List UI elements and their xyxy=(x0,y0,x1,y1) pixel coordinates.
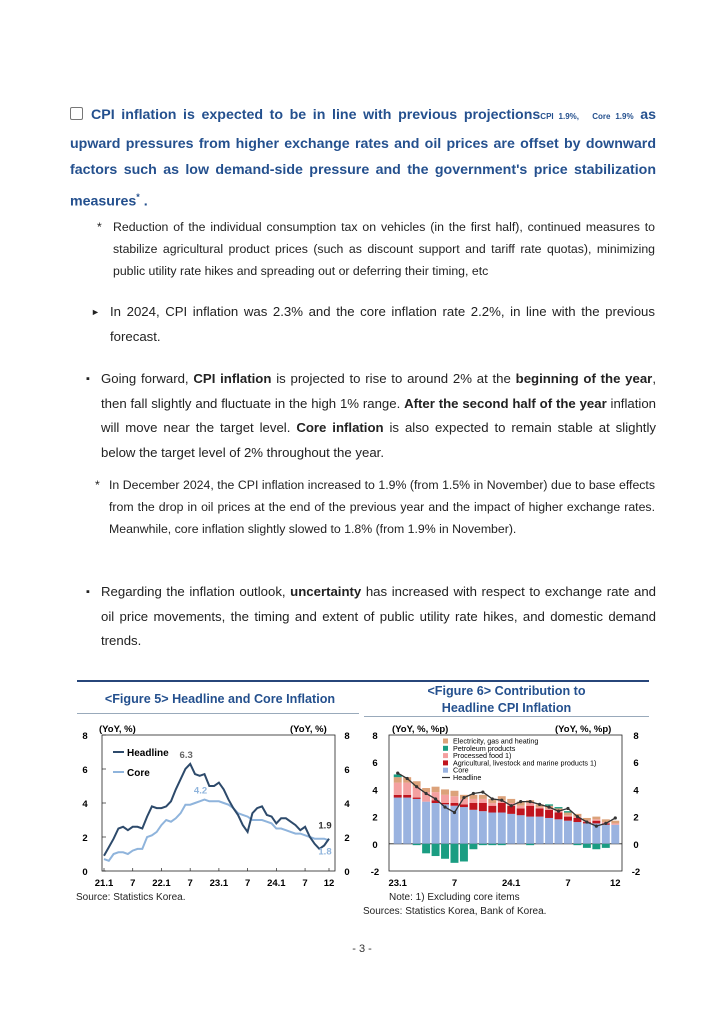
bar-electricity xyxy=(469,795,477,799)
x-tick-label: 7 xyxy=(302,878,308,889)
bar-electricity xyxy=(451,791,459,796)
note1-marker: * xyxy=(97,220,102,234)
x-tick-label: 7 xyxy=(130,878,136,889)
data-label: 4.2 xyxy=(193,785,208,797)
headline-point xyxy=(595,825,598,828)
legend-swatch-core xyxy=(443,768,448,773)
bar-core xyxy=(441,804,449,843)
legend-swatch-petroleum xyxy=(443,746,448,751)
figure6-source: Sources: Statistics Korea, Bank of Korea. xyxy=(363,906,547,917)
y-tick-right: 2 xyxy=(344,833,350,844)
bar-electricity xyxy=(432,787,440,792)
y-axis-label-left: (YoY, %, %p) xyxy=(392,724,449,735)
bar-petroleum xyxy=(479,844,487,845)
lead-paragraph xyxy=(70,102,656,215)
bar-agri xyxy=(517,808,525,815)
bar-agri xyxy=(498,803,506,813)
legend-swatch-agri xyxy=(443,760,448,765)
bar-agri xyxy=(469,803,477,810)
y-tick-left: 0 xyxy=(372,839,378,851)
x-tick-label: 24.1 xyxy=(267,878,286,889)
headline-point xyxy=(614,816,617,819)
bar-agri xyxy=(403,795,411,798)
headline-point xyxy=(472,792,475,795)
headline-point xyxy=(510,804,513,807)
bar-processed xyxy=(611,823,619,824)
bar-processed xyxy=(592,819,600,820)
y-tick-left: 6 xyxy=(372,758,378,770)
bar-core xyxy=(526,817,534,844)
y-tick-right: 2 xyxy=(633,812,639,824)
headline-point xyxy=(585,820,588,823)
bar-agri xyxy=(536,808,544,816)
figure5-title: <Figure 5> Headline and Core Inflation xyxy=(104,692,336,706)
x-tick-label: 23.1 xyxy=(209,878,229,889)
arrow-marker-icon: ► xyxy=(91,307,100,317)
bullet1-text: Going forward, CPI inflation is projected to rise to around 2% at the beginning of the year, then fall slightly and fluctuate in the high 1% range. After the second half of the year inflation will move near the target level. Core inflation is also expected to remain stable at slightly below the target level of 2% throughout the year. xyxy=(101,371,657,460)
bar-petroleum xyxy=(460,844,468,862)
headline-point xyxy=(491,797,494,800)
bar-processed xyxy=(488,803,496,806)
lead-star: * xyxy=(136,191,140,202)
lead-cpi-sub: CPI 1.9%, xyxy=(540,112,579,121)
bar-electricity xyxy=(507,799,515,803)
x-tick-label: 23.1 xyxy=(388,878,407,889)
bar-electricity xyxy=(611,821,619,824)
bar-electricity xyxy=(564,813,572,816)
bar-petroleum xyxy=(441,844,449,859)
bar-electricity xyxy=(592,817,600,820)
legend-label-processed: Processed food 1) xyxy=(453,751,512,761)
y-tick-right: 6 xyxy=(633,758,639,770)
bar-core xyxy=(432,803,440,844)
bar-core xyxy=(460,807,468,844)
bar-petroleum xyxy=(488,844,496,845)
bar-petroleum xyxy=(498,844,506,845)
bar-core xyxy=(536,817,544,844)
y-tick-right: 8 xyxy=(344,731,350,742)
bar-processed xyxy=(526,803,534,806)
headline-point xyxy=(519,800,522,803)
headline-point xyxy=(406,777,409,780)
lead-rest: as upward pressures from higher exchange rates and oil prices are offset by downward factors such as low demand-side pressure and the government's price stabilization measures xyxy=(70,107,656,210)
y-tick-right: 8 xyxy=(633,731,639,742)
page-number: - 3 - xyxy=(352,943,372,955)
y-tick-right: 6 xyxy=(344,765,350,776)
bar-agri xyxy=(564,817,572,821)
y-tick-left: 2 xyxy=(82,833,88,844)
headline-point xyxy=(566,807,569,810)
y-tick-right: 0 xyxy=(344,867,350,878)
y-axis-label-right: (YoY, %) xyxy=(290,724,327,735)
bar-processed xyxy=(536,807,544,808)
figure5-title-rule xyxy=(77,713,359,714)
bar-petroleum xyxy=(592,844,600,849)
figure6-chart xyxy=(362,718,650,890)
bar-core xyxy=(555,819,563,843)
legend-label-headline: Headline xyxy=(453,773,482,782)
lead-end: . xyxy=(143,193,148,210)
bar-core xyxy=(488,813,496,844)
figure6-note: Note: 1) Excluding core items xyxy=(389,892,520,903)
bar-processed xyxy=(403,783,411,795)
headline-point xyxy=(538,803,541,806)
legend-label-petroleum: Petroleum products xyxy=(453,743,516,753)
x-tick-label: 24.1 xyxy=(501,878,521,889)
y-tick-left: 4 xyxy=(372,785,378,797)
bar-processed xyxy=(441,795,449,803)
bar-petroleum xyxy=(422,844,430,854)
data-label: 6.3 xyxy=(179,749,193,761)
bar-core xyxy=(498,813,506,844)
bar-petroleum xyxy=(583,844,591,848)
x-tick-label: 7 xyxy=(451,878,458,889)
y-tick-right: 0 xyxy=(633,839,639,851)
bar-core xyxy=(394,798,402,844)
bar-core xyxy=(564,821,572,844)
headline-point xyxy=(576,815,579,818)
headline-point xyxy=(557,810,560,813)
legend-swatch-processed xyxy=(443,753,448,758)
lead-core-sub: Core 1.9% xyxy=(592,112,634,121)
legend-label-agri: Agricultural, livestock and marine products 1) xyxy=(453,758,597,768)
lead-main: CPI inflation is expected to be in line with previous projections xyxy=(91,107,541,123)
y-tick-left: 6 xyxy=(82,765,88,776)
bar-processed xyxy=(451,796,459,803)
bar-petroleum xyxy=(469,844,477,849)
bar-processed xyxy=(394,783,402,795)
headline-point xyxy=(500,799,503,802)
bar-core xyxy=(602,825,610,844)
y-axis-label-right: (YoY, %, %p) xyxy=(555,724,612,735)
legend-label-electricity: Electricity, gas and heating xyxy=(453,736,539,746)
figure6-title-rule xyxy=(364,716,649,717)
x-tick-label: 7 xyxy=(565,878,571,889)
note2-text: In December 2024, the CPI inflation increased to 1.9% (from 1.5% in November) due to base effects from the drop in oil prices at the end of the previous year and the impact of higher exchange rates. Meanwhile, core inflation slightly slowed to 1.8% (from 1.9% in November). xyxy=(109,478,655,536)
y-tick-left: 2 xyxy=(372,812,378,824)
y-axis-label-left: (YoY, %) xyxy=(99,724,136,735)
legend-swatch-electricity xyxy=(443,739,448,744)
headline-point xyxy=(425,792,428,795)
bar-core xyxy=(545,818,553,844)
headline-point xyxy=(547,805,550,808)
headline-point xyxy=(434,797,437,800)
figure6-title-line2: Headline CPI Inflation xyxy=(441,701,572,715)
bar-core xyxy=(403,798,411,844)
note1-text: Reduction of the individual consumption tax on vehicles (in the first half), continued measures to stabilize agricultural product prices (such as discount support and tariff rate quotas), minimizing public utility rate hikes and spreading out or deferring their timing, etc xyxy=(113,220,655,278)
y-tick-left: -2 xyxy=(370,867,380,878)
x-tick-label: 12 xyxy=(609,878,621,889)
headline-point xyxy=(481,791,484,794)
bar-petroleum xyxy=(432,844,440,856)
headline-point xyxy=(604,822,607,825)
y-tick-right: 4 xyxy=(344,799,350,810)
y-tick-left: 8 xyxy=(372,731,378,742)
legend-label-core: Core xyxy=(453,765,469,775)
y-tick-left: 0 xyxy=(82,867,88,878)
note2-marker: * xyxy=(95,478,100,492)
figure6-title-line1: <Figure 6> Contribution to xyxy=(427,684,586,698)
bar-core xyxy=(583,823,591,843)
bullet2-text: Regarding the inflation outlook, uncertainty has increased with respect to exchange rate and oil price movements, the timing and extent of public utility rate hikes, and domestic demand trends. xyxy=(101,584,656,648)
figure-top-rule xyxy=(77,680,649,682)
bar-core xyxy=(507,814,515,844)
bar-agri xyxy=(394,795,402,798)
bar-petroleum xyxy=(451,844,459,863)
bar-petroleum xyxy=(573,844,581,845)
data-label: 1.9 xyxy=(318,820,332,832)
bar-agri xyxy=(451,803,459,806)
bar-agri xyxy=(555,813,563,820)
series-line-core xyxy=(104,800,332,861)
x-tick-label: 21.1 xyxy=(94,878,114,889)
x-tick-label: 12 xyxy=(323,878,335,889)
legend-label-headline: Headline xyxy=(127,748,169,759)
x-tick-label: 7 xyxy=(244,878,251,889)
bar-core xyxy=(611,825,619,844)
headline-point xyxy=(443,805,446,808)
bar-core xyxy=(469,810,477,844)
bar-processed xyxy=(469,799,477,803)
headline-point xyxy=(462,796,465,799)
bar-agri xyxy=(526,806,534,817)
bar-petroleum xyxy=(555,807,563,808)
bar-core xyxy=(573,822,581,844)
y-tick-left: 4 xyxy=(82,799,88,810)
bar-petroleum xyxy=(526,844,534,845)
bar-electricity xyxy=(394,777,402,782)
y-tick-left: 8 xyxy=(82,731,88,742)
x-tick-label: 7 xyxy=(187,878,193,889)
bar-agri xyxy=(545,810,553,818)
bar-core xyxy=(479,811,487,844)
bar-agri xyxy=(460,804,468,807)
bar-processed xyxy=(517,806,525,809)
x-tick-label: 22.1 xyxy=(152,878,171,889)
bar-agri xyxy=(413,798,421,799)
bullet1-marker-icon: ▪ xyxy=(86,373,90,385)
bar-core xyxy=(413,799,421,844)
headline-point xyxy=(529,800,532,803)
figure5-source: Source: Statistics Korea. xyxy=(76,892,186,903)
bar-processed xyxy=(564,815,572,816)
bar-core xyxy=(422,802,430,844)
bar-electricity xyxy=(441,789,449,794)
bar-petroleum xyxy=(413,844,421,845)
bullet2-marker-icon: ▪ xyxy=(86,586,90,598)
bar-processed xyxy=(479,799,487,803)
series-line-headline xyxy=(398,773,616,826)
checkbox-square-icon xyxy=(70,107,83,120)
figure5-chart xyxy=(77,718,359,890)
arrow-point-text: In 2024, CPI inflation was 2.3% and the core inflation rate 2.2%, in line with the previous forecast. xyxy=(110,304,655,344)
headline-point xyxy=(453,811,456,814)
bar-agri xyxy=(479,803,487,811)
data-label: 1.8 xyxy=(318,846,332,858)
bar-core xyxy=(517,815,525,844)
legend-label-core: Core xyxy=(127,768,150,779)
bar-petroleum xyxy=(602,844,610,848)
y-tick-right: 4 xyxy=(633,785,639,797)
bar-agri xyxy=(488,806,496,813)
headline-point xyxy=(415,785,418,788)
bar-agri xyxy=(592,821,600,824)
bar-electricity xyxy=(479,795,487,799)
y-tick-right: -2 xyxy=(631,867,641,878)
headline-point xyxy=(396,771,399,774)
